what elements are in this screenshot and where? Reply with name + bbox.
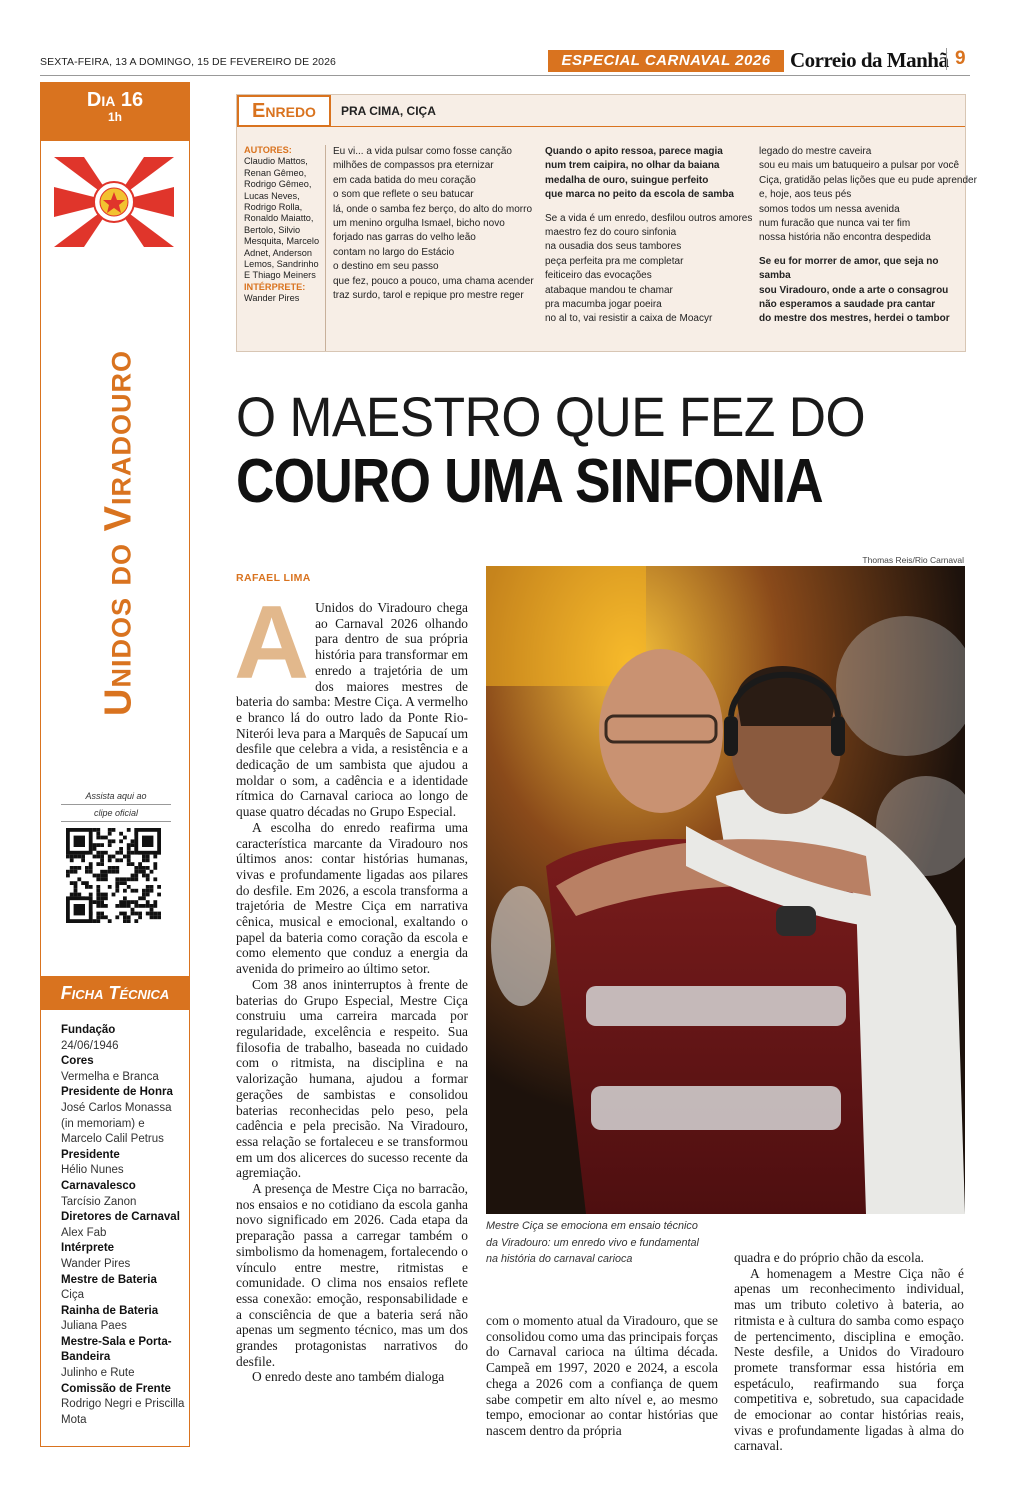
interprete-label: INTÉRPRETE: <box>244 281 306 292</box>
article-paragraph-4: A presença de Mestre Ciça no barracão, nos ensaios e no cotidiano da escola ganha novo significado em 2026. Cada etapa da preparação passa a carregar também o simbolismo da homenagem, fortalecendo o vínculo entre mestre, ritmistas e comunidade. O clima nos ensaios reflete essa conexão: emoção, responsabilidade e a consciência de que a bateria será não apenas um segmento técnico, mas um dos grandes protagonistas narrativos do desfile. <box>236 1181 468 1369</box>
headline-line-2: COURO UMA SINFONIA <box>236 447 823 516</box>
interprete-name: Wander Pires <box>244 293 300 304</box>
lyric-line: lá, onde o samba fez berço, do alto do morro <box>333 203 533 215</box>
ficha-value: Vermelha e Branca <box>61 1070 159 1083</box>
lyric-line: maestro fez do couro sinfonia <box>545 227 677 239</box>
qr-caption-line1: Assista aqui ao <box>61 788 171 805</box>
credits-divider <box>325 145 326 351</box>
parade-day-badge <box>41 83 189 141</box>
article-paragraph-6: com o momento atual da Viradouro, que se consolidou como uma das principais forças do Carnaval carioca na última década. Campeã em 1997, 2020 e 2024, a escola chega a 2026 com a confiança de quem sabe competir em alto nível e, ao mesmo tempo, emocionar ao contar histórias que nascem dentro da própria <box>486 1313 718 1438</box>
lyric-line: Se eu for morrer de amor, que seja no <box>759 255 939 267</box>
lyric-line: atabaque mandou te chamar <box>545 284 673 296</box>
lyric-line: o destino em seu passo <box>333 261 439 273</box>
paragraph-1-text: Unidos do Viradouro chega ao Carnaval 2026 olhando para dentro de sua própria história para transformar em enredo a trajetória de um dos maiores mestres de bateria do samba: Mestre Ciça. A vermelho e branco lá do outro lado da Ponte Rio-Niterói leva para a Marquês de Sapucaí um desfile que celebra a vida, a resistência e a dedicação de um sambista que ajudou a moldar o som, a cadência e a identidade rítmica do Carnaval carioca ao longo de quase quatro décadas no Grupo Especial. <box>236 600 468 820</box>
lyric-line: pra macumba jogar poeira <box>545 299 662 311</box>
parade-day: Dia 16 <box>86 89 144 111</box>
ficha-value: Julinho e Rute <box>61 1367 135 1380</box>
enredo-box <box>236 94 977 352</box>
article-column-1 <box>234 585 468 1385</box>
enredo-title: PRA CIMA, CIÇA <box>341 104 436 118</box>
lyric-line: Eu vi... a vida pulsar como fosse canção <box>333 146 512 157</box>
lyric-line: samba <box>759 270 791 282</box>
article-paragraph-5: O enredo deste ano também dialoga <box>252 1369 445 1385</box>
school-flag-emblem <box>54 157 174 247</box>
article-paragraph-3: Com 38 anos ininterruptos à frente de baterias do Grupo Especial, Mestre Ciça construiu uma carreira marcada por regularidade, excelência e respeito. Sua filosofia de trabalho, baseada no cuidado com o ritmista, na disciplina e na valorização humana, ajudou a formar gerações de sambistas e consolidou baterias reconhecidas pelo peso, pela cadência e pela precisão. Na Viradouro, essa relação se fortaleceu e se transformou em um dos alicerces do sucesso recente da agremiação. <box>236 976 468 1181</box>
lyric-line: Se a vida é um enredo, desfilou outros amores <box>545 212 753 224</box>
article-paragraph-7: quadra e do próprio chão da escola. <box>734 1250 924 1265</box>
ficha-value: Hélio Nunes <box>61 1164 124 1177</box>
article-paragraph-1 <box>234 585 468 820</box>
lyric-line: que marca no peito da escola de samba <box>545 189 734 201</box>
lyric-line: sou Viradouro, onde a arte o consagrou <box>759 284 949 296</box>
samba-credits <box>244 145 324 305</box>
ficha-value: Alex Fab <box>61 1226 107 1239</box>
qr-caption <box>61 788 171 822</box>
headline-line-1: O MAESTRO QUE FEZ DO <box>236 385 866 448</box>
lyric-line: num trem caipira, no olhar da baiana <box>545 160 720 172</box>
lyric-line: na ousadia dos seus tambores <box>545 241 682 253</box>
lyric-line: forjado nas garras do velho leão <box>333 232 476 244</box>
ficha-tecnica-list <box>61 1023 186 1428</box>
section-badge: ESPECIAL CARNAVAL 2026 <box>548 50 784 72</box>
parade-time: 1h <box>107 110 122 124</box>
ficha-key: Fundação <box>61 1024 116 1036</box>
lyric-line: em cada batida do meu coração <box>333 174 476 186</box>
mestre-cica-embrace-photo <box>486 566 965 1214</box>
ficha-key: Mestre-Sala e Porta-Bandeira <box>61 1335 172 1364</box>
ficha-tecnica-title: Ficha Técnica <box>41 976 189 1010</box>
article-column-3 <box>734 1250 964 1454</box>
lyric-line: Ciça, gratidão pelas lições que eu pude aprender <box>759 174 977 186</box>
lyric-line: nossa história não encontra despedida <box>759 232 931 244</box>
article-paragraph-8: A homenagem a Mestre Ciça não é apenas um reconhecimento individual, mas um tributo coletivo à bateria, ao ritmista e à cultura do samba como espaço de pertencimento, disciplina e emoção. Neste desfile, a Unidos do Viradouro promete transformar essa história em espetáculo, reafirmando sua força competitiva e, sobretudo, sua capacidade de emocionar ao contar histórias reais, vivas e profundamente ligadas à alma do carnaval. <box>734 1265 964 1454</box>
lyrics-column-3 <box>759 145 977 327</box>
lyric-line: sou eu mais um batuqueiro a pulsar por você <box>759 160 960 172</box>
authors-label: AUTORES: <box>244 145 292 155</box>
lyric-line: do mestre dos mestres, herdei o tambor <box>759 313 950 325</box>
lyric-line: somos todos um nessa avenida <box>759 203 900 215</box>
ficha-key: Carnavalesco <box>61 1179 136 1192</box>
ficha-value: Juliana Paes <box>61 1320 127 1333</box>
ficha-value: Rodrigo Negri e Priscilla Mota <box>61 1398 185 1426</box>
issue-date: SEXTA-FEIRA, 13 A DOMINGO, 15 DE FEVEREIRO DE 2026 <box>40 56 336 68</box>
lyric-line: peça perfeita pra me completar <box>545 255 684 267</box>
lyric-line: no al to, vai resistir a caixa de Moacyr <box>545 313 713 325</box>
photo-caption: Mestre Ciça se emociona em ensaio técnico da Viradouro: um enredo vivo e fundamental na história do carnaval carioca <box>486 1220 699 1266</box>
ficha-value: Wander Pires <box>61 1257 131 1270</box>
authors-list: Claudio Mattos, Renan Gêmeo, Rodrigo Gêmeo, Lucas Neves, Rodrigo Rolla, Ronaldo Maiatto, Bertolo, Silvio Mesquita, Marcelo Adnet, Anderson Lemos, Sandrinho E Thiago Meiners <box>244 156 320 281</box>
lyric-line: não esperamos a saudade pra cantar <box>759 299 936 311</box>
page-number: 9 <box>946 48 966 70</box>
ficha-key: Comissão de Frente <box>61 1382 171 1395</box>
lyric-line: legado do mestre caveira <box>759 146 872 157</box>
lyric-line: contam no largo do Estácio <box>333 246 455 258</box>
ficha-key: Mestre de Bateria <box>61 1273 157 1286</box>
lyrics-column-1 <box>333 145 538 303</box>
page-header <box>40 50 970 76</box>
school-sidebar <box>40 82 190 1447</box>
lyric-line: Quando o apito ressoa, parece magia <box>545 146 723 157</box>
ficha-key: Cores <box>61 1055 94 1068</box>
ficha-value: Tarcísio Zanon <box>61 1195 137 1208</box>
ficha-value: 24/06/1946 <box>61 1039 119 1052</box>
enredo-label: Enredo <box>237 95 331 127</box>
newspaper-masthead: Correio da Manhã <box>790 48 949 72</box>
lyrics-column-2 <box>545 145 753 327</box>
lyric-line: num furacão que nunca vai ter fim <box>759 218 911 230</box>
school-name-vertical: Unidos do Viradouro <box>97 350 140 716</box>
byline: RAFAEL LIMA <box>236 572 311 584</box>
lyric-line: o som que reflete o seu batucar <box>333 189 474 201</box>
ficha-key: Presidente de Honra <box>61 1086 173 1099</box>
ficha-key: Diretores de Carnaval <box>61 1211 180 1224</box>
lyric-line: feiticeiro das evocações <box>545 270 652 282</box>
ficha-value: Ciça <box>61 1289 85 1302</box>
ficha-key: Rainha de Bateria <box>61 1304 159 1317</box>
article-paragraph-2: A escolha do enredo reafirma uma característica marcante da Viradouro nos últimos anos: contar histórias humanas, vivas e profundamente ligadas aos pilares do desfile. Em 2026, a escola transforma a trajetória de Mestre Ciça em narrativa cênica, musical e emocional, exaltando o papel da bateria como coração da escola e como elemento que conduz a energia da avenida do primeiro ao último setor. <box>236 819 468 977</box>
article-column-2 <box>486 1313 718 1439</box>
qr-caption-line2: clipe oficial <box>61 805 171 822</box>
qr-code-icon[interactable] <box>66 828 161 923</box>
lyric-line: e, hoje, aos teus pés <box>759 189 852 201</box>
ficha-key: Presidente <box>61 1148 120 1161</box>
stanza-gap <box>759 246 964 255</box>
photo-credit: Thomas Reis/Rio Carnaval <box>862 555 964 565</box>
lyric-line: medalha de ouro, suingue perfeito <box>545 174 709 186</box>
lyric-line: traz surdo, tarol e repique pro mestre reger <box>333 290 524 302</box>
ficha-value: José Carlos Monassa (in memoriam) e Marcelo Calil Petrus <box>61 1101 172 1146</box>
ficha-key: Intérprete <box>61 1242 115 1255</box>
stanza-gap <box>545 203 750 212</box>
lyric-line: um menino orgulha Ismael, bicho novo <box>333 218 505 230</box>
lyric-line: milhões de compassos pra eternizar <box>333 160 494 172</box>
enredo-divider-line <box>331 126 965 127</box>
lyric-line: que fez, pouco a pouco, uma chama acender <box>333 275 534 287</box>
drop-cap: A <box>234 585 310 701</box>
